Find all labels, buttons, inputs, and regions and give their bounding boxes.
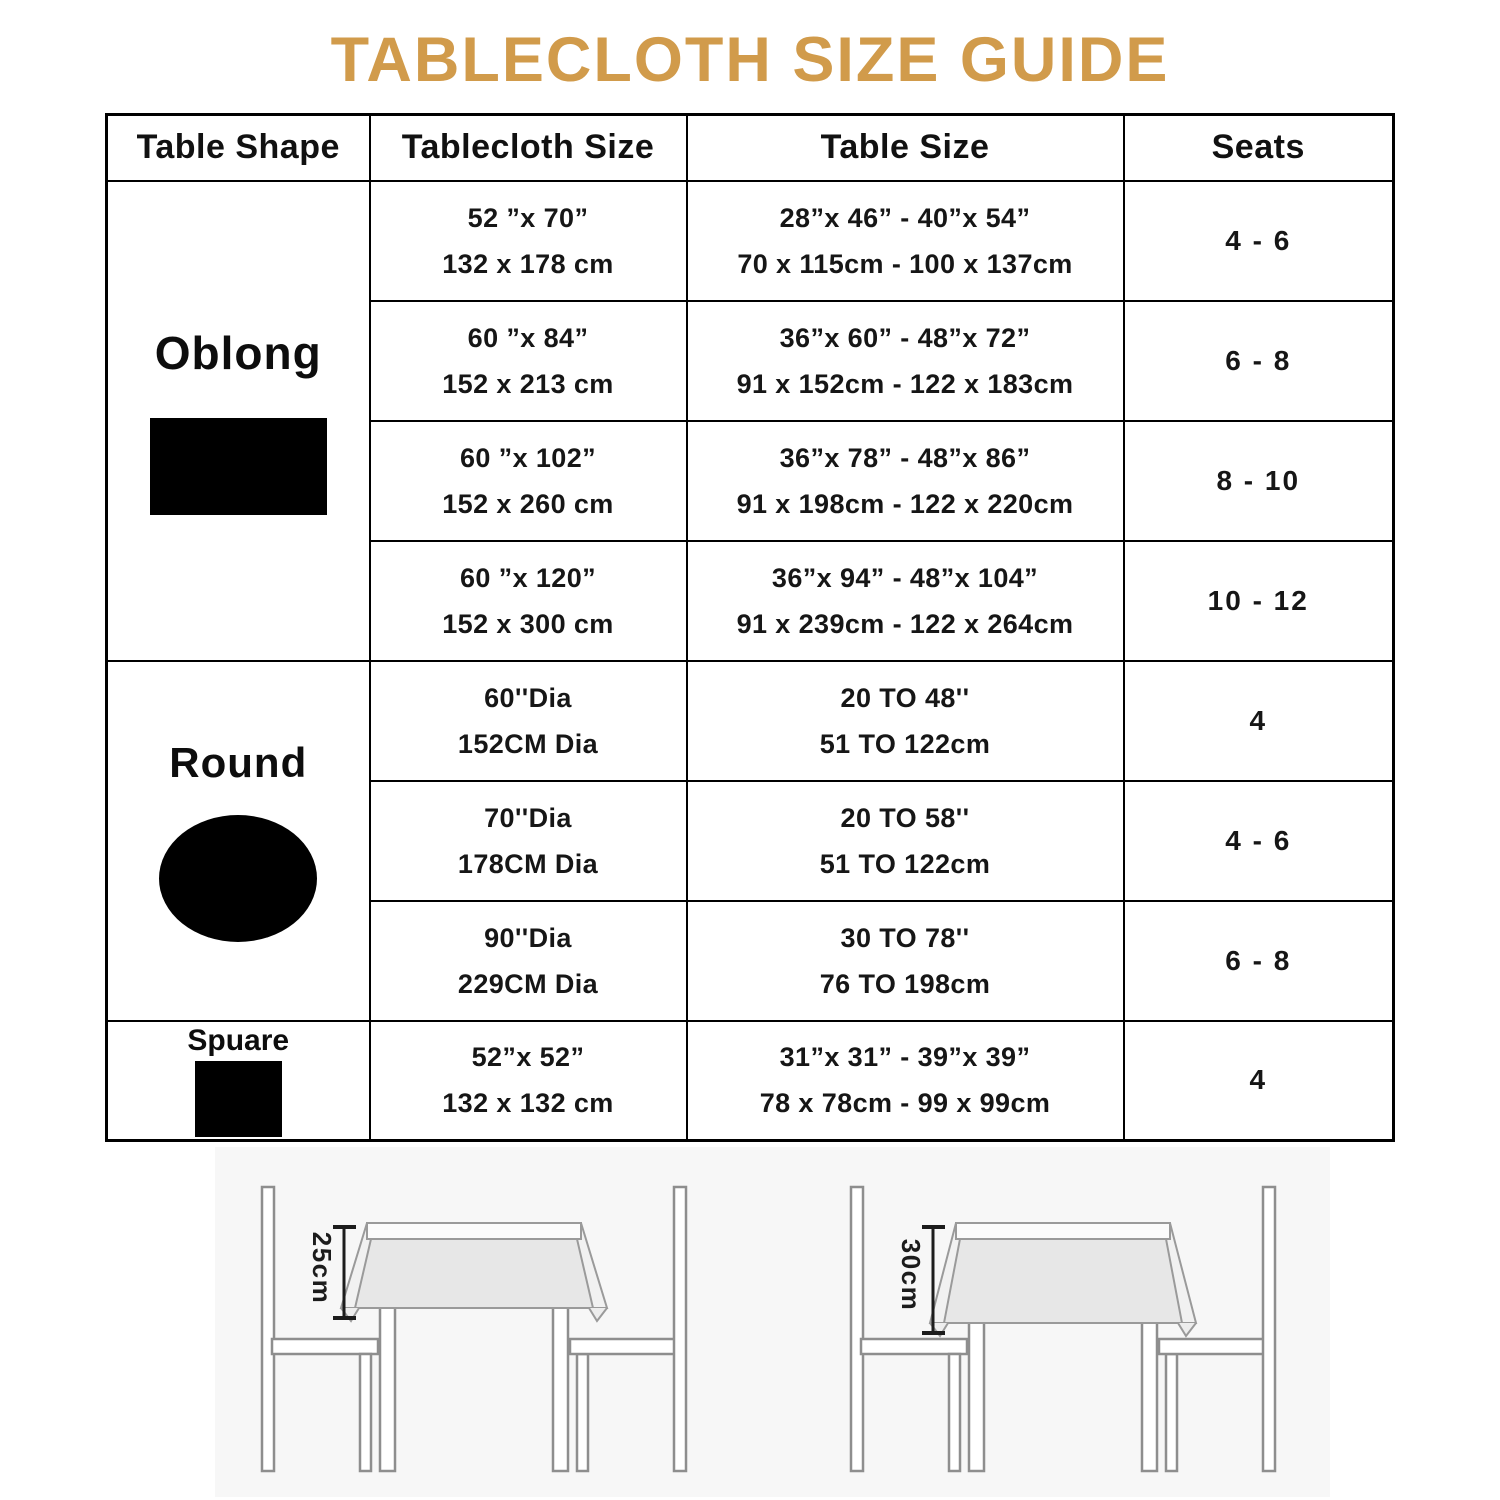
oblong-shape-swatch [150, 418, 327, 515]
tablecloth-size-cell [370, 781, 687, 901]
table-size-cell-table_cm: 76 TO 198cm [819, 968, 991, 999]
chair-front-leg [577, 1354, 588, 1471]
shape-cell-round [107, 661, 370, 1021]
tablecloth-size-cell [370, 901, 687, 1021]
table-row [107, 1021, 1394, 1141]
tablecloth-size-cell-cloth_in: 52 ”x 70” [467, 202, 589, 233]
table-size-cell-table_cm: 70 x 115cm - 100 x 137cm [737, 248, 1073, 279]
seats-cell-seats: 10 - 12 [1207, 584, 1309, 616]
table-size-cell-table_cm: 91 x 152cm - 122 x 183cm [736, 368, 1074, 399]
shape-cell-square [107, 1021, 370, 1141]
table-size-cell-table_in: 20 TO 58'' [840, 802, 970, 833]
table-size-cell-table_cm: 91 x 239cm - 122 x 264cm [736, 608, 1074, 639]
tablecloth-size-cell-cloth_in: 52”x 52” [471, 1042, 585, 1073]
chair-front-leg [1166, 1354, 1177, 1471]
table-size-cell-table_in: 31”x 31” - 39”x 39” [779, 1042, 1031, 1073]
chair-seat [570, 1339, 676, 1354]
chair-seat [1159, 1339, 1265, 1354]
table-size-cell-table_cm: 78 x 78cm - 99 x 99cm [759, 1088, 1051, 1119]
tablecloth-size-cell [370, 661, 687, 781]
tablecloth-drop-diagram [243, 1163, 713, 1481]
seats-cell-seats: 8 - 10 [1216, 464, 1301, 496]
seats-cell-seats: 4 [1249, 704, 1268, 736]
table-row [107, 181, 1394, 301]
col-header-table-shape: Table Shape [107, 115, 370, 181]
tablecloth-size-cell-cloth_cm: 229CM Dia [457, 968, 599, 999]
tablecloth-size-cell-cloth_cm: 152 x 300 cm [442, 608, 614, 639]
diagram-strip [215, 1147, 1330, 1497]
seats-cell [1124, 301, 1394, 421]
page-title: TABLECLOTH SIZE GUIDE [330, 25, 1170, 95]
square-shape-label: Spuare [187, 1023, 290, 1057]
chair-back-post [851, 1187, 863, 1471]
col-header-table-size: Table Size [687, 115, 1124, 181]
table-row [107, 661, 1394, 781]
table-size-cell [687, 181, 1124, 301]
tablecloth-size-cell [370, 301, 687, 421]
round-shape-swatch [159, 815, 317, 942]
seats-cell [1124, 421, 1394, 541]
seats-cell [1124, 1021, 1394, 1141]
tablecloth-size-cell-cloth_in: 90''Dia [484, 922, 572, 953]
table-size-cell-table_in: 36”x 60” - 48”x 72” [779, 322, 1031, 353]
col-header-tablecloth-size: Tablecloth Size [370, 115, 687, 181]
table-size-cell [687, 541, 1124, 661]
chair-back-post [262, 1187, 274, 1471]
chair-seat [861, 1339, 967, 1354]
tablecloth-size-cell [370, 181, 687, 301]
table-size-cell-table_cm: 51 TO 122cm [819, 848, 991, 879]
drop-measurement-label: 25cm [307, 1231, 337, 1305]
tablecloth-size-cell-cloth_cm: 132 x 132 cm [442, 1088, 614, 1119]
tablecloth-size-cell [370, 541, 687, 661]
tablecloth-size-cell [370, 421, 687, 541]
header-row [107, 115, 1394, 181]
tablecloth-drawing [930, 1223, 1196, 1336]
tablecloth-size-cell-cloth_cm: 152 x 213 cm [442, 368, 614, 399]
chair-seat [272, 1339, 378, 1354]
table-size-cell-table_cm: 91 x 198cm - 122 x 220cm [736, 488, 1074, 519]
seats-cell [1124, 781, 1394, 901]
table-size-cell [687, 781, 1124, 901]
table-size-cell-table_in: 36”x 94” - 48”x 104” [771, 562, 1039, 593]
tablecloth-drop-diagram [832, 1163, 1302, 1481]
chair-back-post [674, 1187, 686, 1471]
tablecloth-size-cell-cloth_cm: 132 x 178 cm [442, 248, 614, 279]
seats-cell [1124, 661, 1394, 781]
tablecloth-size-cell [370, 1021, 687, 1141]
tablecloth-size-cell-cloth_cm: 152 x 260 cm [442, 488, 614, 519]
seats-cell [1124, 901, 1394, 1021]
tabletop [367, 1223, 581, 1239]
table-size-cell-table_in: 30 TO 78'' [840, 922, 970, 953]
table-size-cell [687, 901, 1124, 1021]
seats-cell-seats: 6 - 8 [1225, 944, 1292, 976]
oblong-shape-label: Oblong [154, 327, 322, 379]
round-shape-label: Round [169, 739, 308, 786]
tablecloth-size-cell-cloth_in: 60 ”x 102” [459, 442, 597, 473]
square-shape-swatch [195, 1061, 282, 1137]
tablecloth-size-cell-cloth_in: 60 ”x 120” [459, 562, 597, 593]
table-size-cell-table_cm: 51 TO 122cm [819, 728, 991, 759]
tablecloth-size-cell-cloth_in: 70''Dia [484, 802, 572, 833]
tablecloth-size-cell-cloth_cm: 178CM Dia [457, 848, 599, 879]
seats-cell-seats: 4 [1249, 1064, 1268, 1096]
chair-back-post [1263, 1187, 1275, 1471]
seats-cell-seats: 4 - 6 [1225, 824, 1292, 856]
table-size-cell [687, 1021, 1124, 1141]
drop-measurement-label: 30cm [896, 1238, 926, 1312]
tablecloth-size-cell-cloth_in: 60 ”x 84” [467, 322, 589, 353]
tablecloth-size-cell-cloth_cm: 152CM Dia [457, 728, 599, 759]
table-size-cell-table_in: 36”x 78” - 48”x 86” [779, 442, 1031, 473]
tabletop [956, 1223, 1170, 1239]
table-size-cell [687, 661, 1124, 781]
table-size-cell [687, 421, 1124, 541]
seats-cell-seats: 6 - 8 [1225, 344, 1292, 376]
size-guide-table [105, 113, 1395, 1142]
table-size-cell [687, 301, 1124, 421]
tablecloth-drawing [341, 1223, 607, 1321]
table-size-cell-table_in: 20 TO 48'' [840, 682, 970, 713]
chair-front-leg [949, 1354, 960, 1471]
table-size-cell-table_in: 28”x 46” - 40”x 54” [779, 202, 1031, 233]
seats-cell [1124, 541, 1394, 661]
seats-cell [1124, 181, 1394, 301]
tablecloth-size-cell-cloth_in: 60''Dia [484, 682, 572, 713]
seats-cell-seats: 4 - 6 [1225, 224, 1292, 256]
col-header-seats: Seats [1124, 115, 1394, 181]
chair-front-leg [360, 1354, 371, 1471]
shape-cell-oblong [107, 181, 370, 661]
